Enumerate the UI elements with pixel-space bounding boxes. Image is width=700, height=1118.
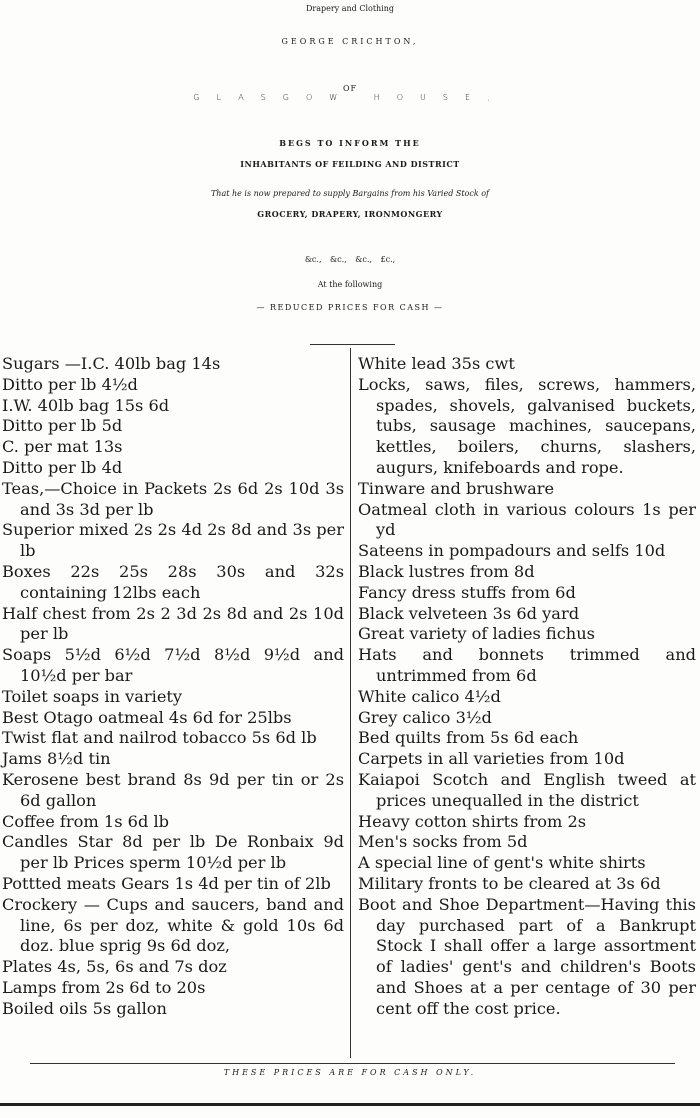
goods-line: GROCERY, DRAPERY, IRONMONGERY bbox=[257, 209, 443, 219]
price-item: Oatmeal cloth in various colours 1s per yd bbox=[358, 499, 696, 540]
price-item: Candles Star 8d per lb De Ronbaix 9d per lb Prices sperm 10½d per lb bbox=[2, 832, 344, 873]
price-item: Jams 8½d tin bbox=[2, 749, 111, 769]
price-item: Coffee from 1s 6d lb bbox=[2, 811, 170, 831]
price-item: Superior mixed 2s 2s 4d 2s 8d and 3s per lb bbox=[2, 520, 344, 561]
merchant-name: GEORGE CRICHTON, bbox=[281, 37, 419, 46]
store-name: GLASGOW HOUSE, bbox=[193, 93, 507, 102]
price-item: Twist flat and nailrod tobacco 5s 6d lb bbox=[2, 728, 317, 748]
column-divider bbox=[350, 348, 351, 1058]
right-price-column bbox=[358, 354, 696, 1020]
price-item: Toilet soaps in variety bbox=[2, 686, 183, 706]
price-item: Heavy cotton shirts from 2s bbox=[358, 811, 587, 831]
price-item: Black lustres from 8d bbox=[358, 561, 535, 581]
category-heading: Drapery and Clothing bbox=[305, 4, 395, 13]
reduced-prices-heading: — REDUCED PRICES FOR CASH — bbox=[256, 303, 444, 312]
price-item: A special line of gent's white shirts bbox=[358, 853, 646, 873]
price-item: Ditto per lb 5d bbox=[2, 416, 123, 436]
price-item: Soaps 5½d 6½d 7½d 8½d 9½d and 10½d per bar bbox=[2, 645, 344, 685]
following-line: At the following bbox=[317, 280, 383, 289]
price-item: Boiled oils 5s gallon bbox=[2, 998, 167, 1018]
short-rule bbox=[310, 344, 395, 345]
begs-line: BEGS TO INFORM THE bbox=[279, 138, 421, 148]
footer-bottom-rule bbox=[0, 1103, 700, 1106]
price-item: Half chest from 2s 2 3d 2s 8d and 2s 10d per lb bbox=[2, 603, 344, 644]
prepared-line: That he is now prepared to supply Bargains from his Varied Stock of bbox=[210, 189, 490, 198]
price-item: Sugars —I.C. 40lb bag 14s bbox=[2, 354, 221, 373]
price-item: White calico 4½d bbox=[358, 686, 501, 706]
price-item: Kaiapoi Scotch and English tweed at prices unequalled in the district bbox=[358, 769, 696, 810]
price-item: Boxes 22s 25s 28s 30s and 32s containing 12lbs each bbox=[2, 561, 344, 602]
price-item: I.W. 40lb bag 15s 6d bbox=[2, 395, 170, 415]
price-item: Hats and bonnets trimmed and untrimmed from 6d bbox=[358, 645, 696, 685]
price-item: Black velveteen 3s 6d yard bbox=[358, 603, 580, 623]
price-item: Teas,—Choice in Packets 2s 6d 2s 10d 3s and 3s 3d per lb bbox=[2, 478, 344, 519]
price-item: Fancy dress stuffs from 6d bbox=[358, 582, 576, 602]
price-item: Crockery — Cups and saucers, band and line, 6s per doz, white & gold 10s 6d doz. blue sprig 9s 6d doz, bbox=[2, 894, 344, 956]
price-item: Carpets in all varieties from 10d bbox=[358, 749, 625, 769]
price-item: Best Otago oatmeal 4s 6d for 25lbs bbox=[2, 707, 292, 727]
inhabitants-line: INHABITANTS OF FEILDING AND DISTRICT bbox=[240, 159, 460, 169]
price-item: C. per mat 13s bbox=[2, 437, 123, 457]
price-item: Sateens in pompadours and selfs 10d bbox=[358, 541, 666, 561]
price-item: Plates 4s, 5s, 6s and 7s doz bbox=[2, 957, 227, 977]
price-item: Boot and Shoe Department—Having this day purchased part of a Bankrupt Stock I shall offer a large assortment of ladies' gent's and children's Boots and Shoes at a per centage of 30 per cent off the cost price. bbox=[358, 894, 696, 1018]
price-item: Lamps from 2s 6d to 20s bbox=[2, 977, 206, 997]
cash-only-footer: THESE PRICES ARE FOR CASH ONLY. bbox=[223, 1068, 477, 1077]
price-item: Grey calico 3½d bbox=[358, 707, 492, 727]
price-item: Tinware and brushware bbox=[358, 478, 555, 498]
footer-top-rule bbox=[30, 1063, 675, 1064]
of-word: OF bbox=[342, 84, 358, 93]
price-item: Ditto per lb 4d bbox=[2, 457, 123, 477]
price-item: White lead 35s cwt bbox=[358, 354, 515, 373]
price-item: Ditto per lb 4½d bbox=[2, 374, 138, 394]
left-price-column bbox=[2, 354, 344, 1020]
price-item: Men's socks from 5d bbox=[358, 832, 528, 852]
price-item: Great variety of ladies fichus bbox=[358, 624, 595, 644]
etc-line: &c., &c., &c., £c., bbox=[304, 255, 396, 264]
price-item: Locks, saws, files, screws, hammers, spades, shovels, galvanised buckets, tubs, sausage machines, saucepans, kettles, boilers, churns, slashers, augurs, knifeboards and rope. bbox=[358, 374, 696, 477]
price-item: Military fronts to be cleared at 3s 6d bbox=[358, 873, 661, 893]
price-item: Kerosene best brand 8s 9d per tin or 2s 6d gallon bbox=[2, 769, 344, 810]
price-item: Bed quilts from 5s 6d each bbox=[358, 728, 579, 748]
price-item: Pottted meats Gears 1s 4d per tin of 2lb bbox=[2, 873, 331, 893]
